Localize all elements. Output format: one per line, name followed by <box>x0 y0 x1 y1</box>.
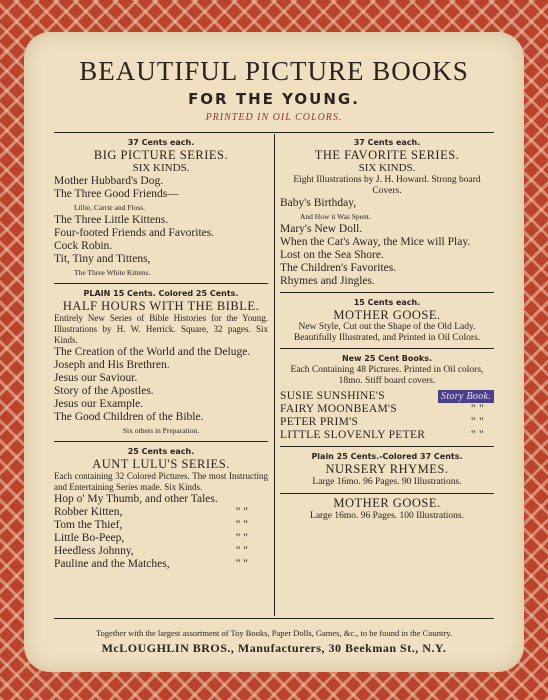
right-column <box>280 136 494 523</box>
list-item: Jesus our Saviour. <box>54 372 138 384</box>
big-price: 37 Cents each. <box>127 138 195 147</box>
fav-description: Eight Illustrations by J. H. Howard. Strong board Covers. <box>293 175 481 196</box>
list-item <box>280 416 494 429</box>
goose-heading: MOTHER GOOSE. <box>333 308 441 322</box>
list-item: Four-footed Friends and Favorites. <box>54 227 215 239</box>
page-subtitle: FOR THE YOUNG. <box>188 90 360 108</box>
goose2-heading: MOTHER GOOSE. <box>333 496 441 510</box>
nursery-heading: NURSERY RHYMES. <box>325 462 449 476</box>
list-item: Tit, Tiny and Tittens, <box>54 253 151 265</box>
fav-price: 37 Cents each. <box>353 138 421 147</box>
goose2-description: Large 16mo. 96 Pages. 100 Illustrations. <box>310 511 464 521</box>
list-item: Jesus our Example. <box>54 398 144 410</box>
aunt-heading: AUNT LULU'S SERIES. <box>92 457 230 471</box>
list-item: Baby's Birthday, <box>280 197 357 209</box>
half-heading: HALF HOURS WITH THE BIBLE. <box>62 299 260 313</box>
ditto-marks: " " <box>470 416 484 428</box>
ditto-marks: " " <box>235 506 248 518</box>
ditto-marks: " " <box>235 558 248 570</box>
nursery-description: Large 16mo. 96 Pages. 90 Illustrations. <box>312 477 462 487</box>
section-divider <box>54 283 268 284</box>
left-column <box>54 136 268 571</box>
list-item-label: LITTLE SLOVENLY PETER <box>280 429 426 441</box>
big-kinds: SIX KINDS. <box>132 162 190 174</box>
list-item <box>280 403 494 416</box>
list-item-label: Robber Kitten, <box>54 506 123 518</box>
section-divider <box>280 292 494 293</box>
goose-description: New Style, Cut out the Shape of the Old Lady. Beautifully Illustrated, and Printed in Oil Colors. <box>293 322 481 343</box>
list-item-label: Tom the Thief, <box>54 519 123 531</box>
list-item-label: Pauline and the Matches, <box>54 558 170 570</box>
big-heading: BIG PICTURE SERIES. <box>93 148 229 162</box>
list-item: The Three Little Kittens. <box>54 214 169 226</box>
list-item <box>54 532 268 545</box>
top-divider <box>54 132 494 133</box>
publisher-line: McLOUGHLIN BROS., Manufacturers, 30 Beekman St., N.Y. <box>101 641 447 655</box>
aunt-description: Each containing 32 Colored Pictures. The most Instructing and Entertaining Series made. Six Kinds. <box>54 471 268 492</box>
half-price: PLAIN 15 Cents. Colored 25 Cents. <box>83 289 239 298</box>
list-item: When the Cat's Away, the Mice will Play. <box>280 236 471 248</box>
list-item: The Three Good Friends— <box>54 188 179 200</box>
footer-note: Together with the largest assortment of Toy Books, Paper Dolls, Games, &c., to be found in the Country. <box>95 628 453 638</box>
list-item-label: FAIRY MOONBEAM'S <box>280 403 398 415</box>
half-description: Entirely New Series of Bible Histories for the Young. Illustrations by H. W. Herrick. Square, 32 pages. Six Kinds. <box>54 313 268 345</box>
story-book-stamp: Story Book. <box>438 390 494 403</box>
section-divider <box>280 493 494 494</box>
section-divider <box>280 446 494 447</box>
page-title: BEAUTIFUL PICTURE BOOKS <box>79 56 469 86</box>
list-item-label: Heedless Johnny, <box>54 545 134 557</box>
list-item: Hop o' My Thumb, and other Tales. <box>54 493 218 505</box>
ditto-marks: " " <box>470 403 484 415</box>
list-note: Six others in Preparation. <box>122 426 200 435</box>
list-item <box>280 429 494 442</box>
list-item: The Creation of the World and the Deluge. <box>54 346 251 358</box>
plain-price: Plain 25 Cents.-Colored 37 Cents. <box>311 452 463 461</box>
advertisement-page <box>24 32 524 672</box>
list-item: Joseph and His Brethren. <box>54 359 170 371</box>
column-divider <box>274 134 275 616</box>
list-item: Mother Hubbard's Dog. <box>54 175 164 187</box>
list-item <box>54 519 268 532</box>
new25-description: Each Containing 48 Pictures. Printed in Oil colors, 18mo. Stiff board covers. <box>290 365 484 386</box>
goose-price: 15 Cents each. <box>353 298 421 307</box>
list-item: Cock Robin. <box>54 240 113 252</box>
aunt-price: 25 Cents each. <box>127 447 195 456</box>
list-item-label: Little Bo-Peep, <box>54 532 125 544</box>
section-divider <box>280 348 494 349</box>
printed-note: PRINTED IN OIL COLORS. <box>205 112 343 123</box>
list-item: The Good Children of the Bible. <box>54 411 204 423</box>
list-item-label: SUSIE SUNSHINE'S <box>280 390 385 402</box>
list-item: Mary's New Doll. <box>280 223 363 235</box>
ditto-marks: " " <box>470 429 484 441</box>
list-item-label: PETER PRIM'S <box>280 416 359 428</box>
section-divider <box>54 441 268 442</box>
list-item <box>54 506 268 519</box>
ditto-marks: " " <box>235 519 248 531</box>
list-item: The Children's Favorites. <box>280 262 397 274</box>
new25-price: New 25 Cent Books. <box>341 354 433 363</box>
bottom-divider <box>54 618 494 619</box>
list-note: Lillie, Carrie and Floss. <box>74 203 146 212</box>
list-note: The Three White Kittens. <box>74 268 151 277</box>
list-item: Lost on the Sea Shore. <box>280 249 384 261</box>
ditto-marks: " " <box>235 532 248 544</box>
ditto-marks: " " <box>235 545 248 557</box>
list-item: Rhymes and Jingles. <box>280 275 375 287</box>
fav-heading: THE FAVORITE SERIES. <box>314 148 460 162</box>
list-item <box>54 558 268 571</box>
list-item: Story of the Apostles. <box>54 385 154 397</box>
fav-kinds: SIX KINDS. <box>358 162 416 174</box>
list-item <box>280 390 494 403</box>
list-item <box>54 545 268 558</box>
list-note: And How it Was Spent. <box>300 212 371 221</box>
